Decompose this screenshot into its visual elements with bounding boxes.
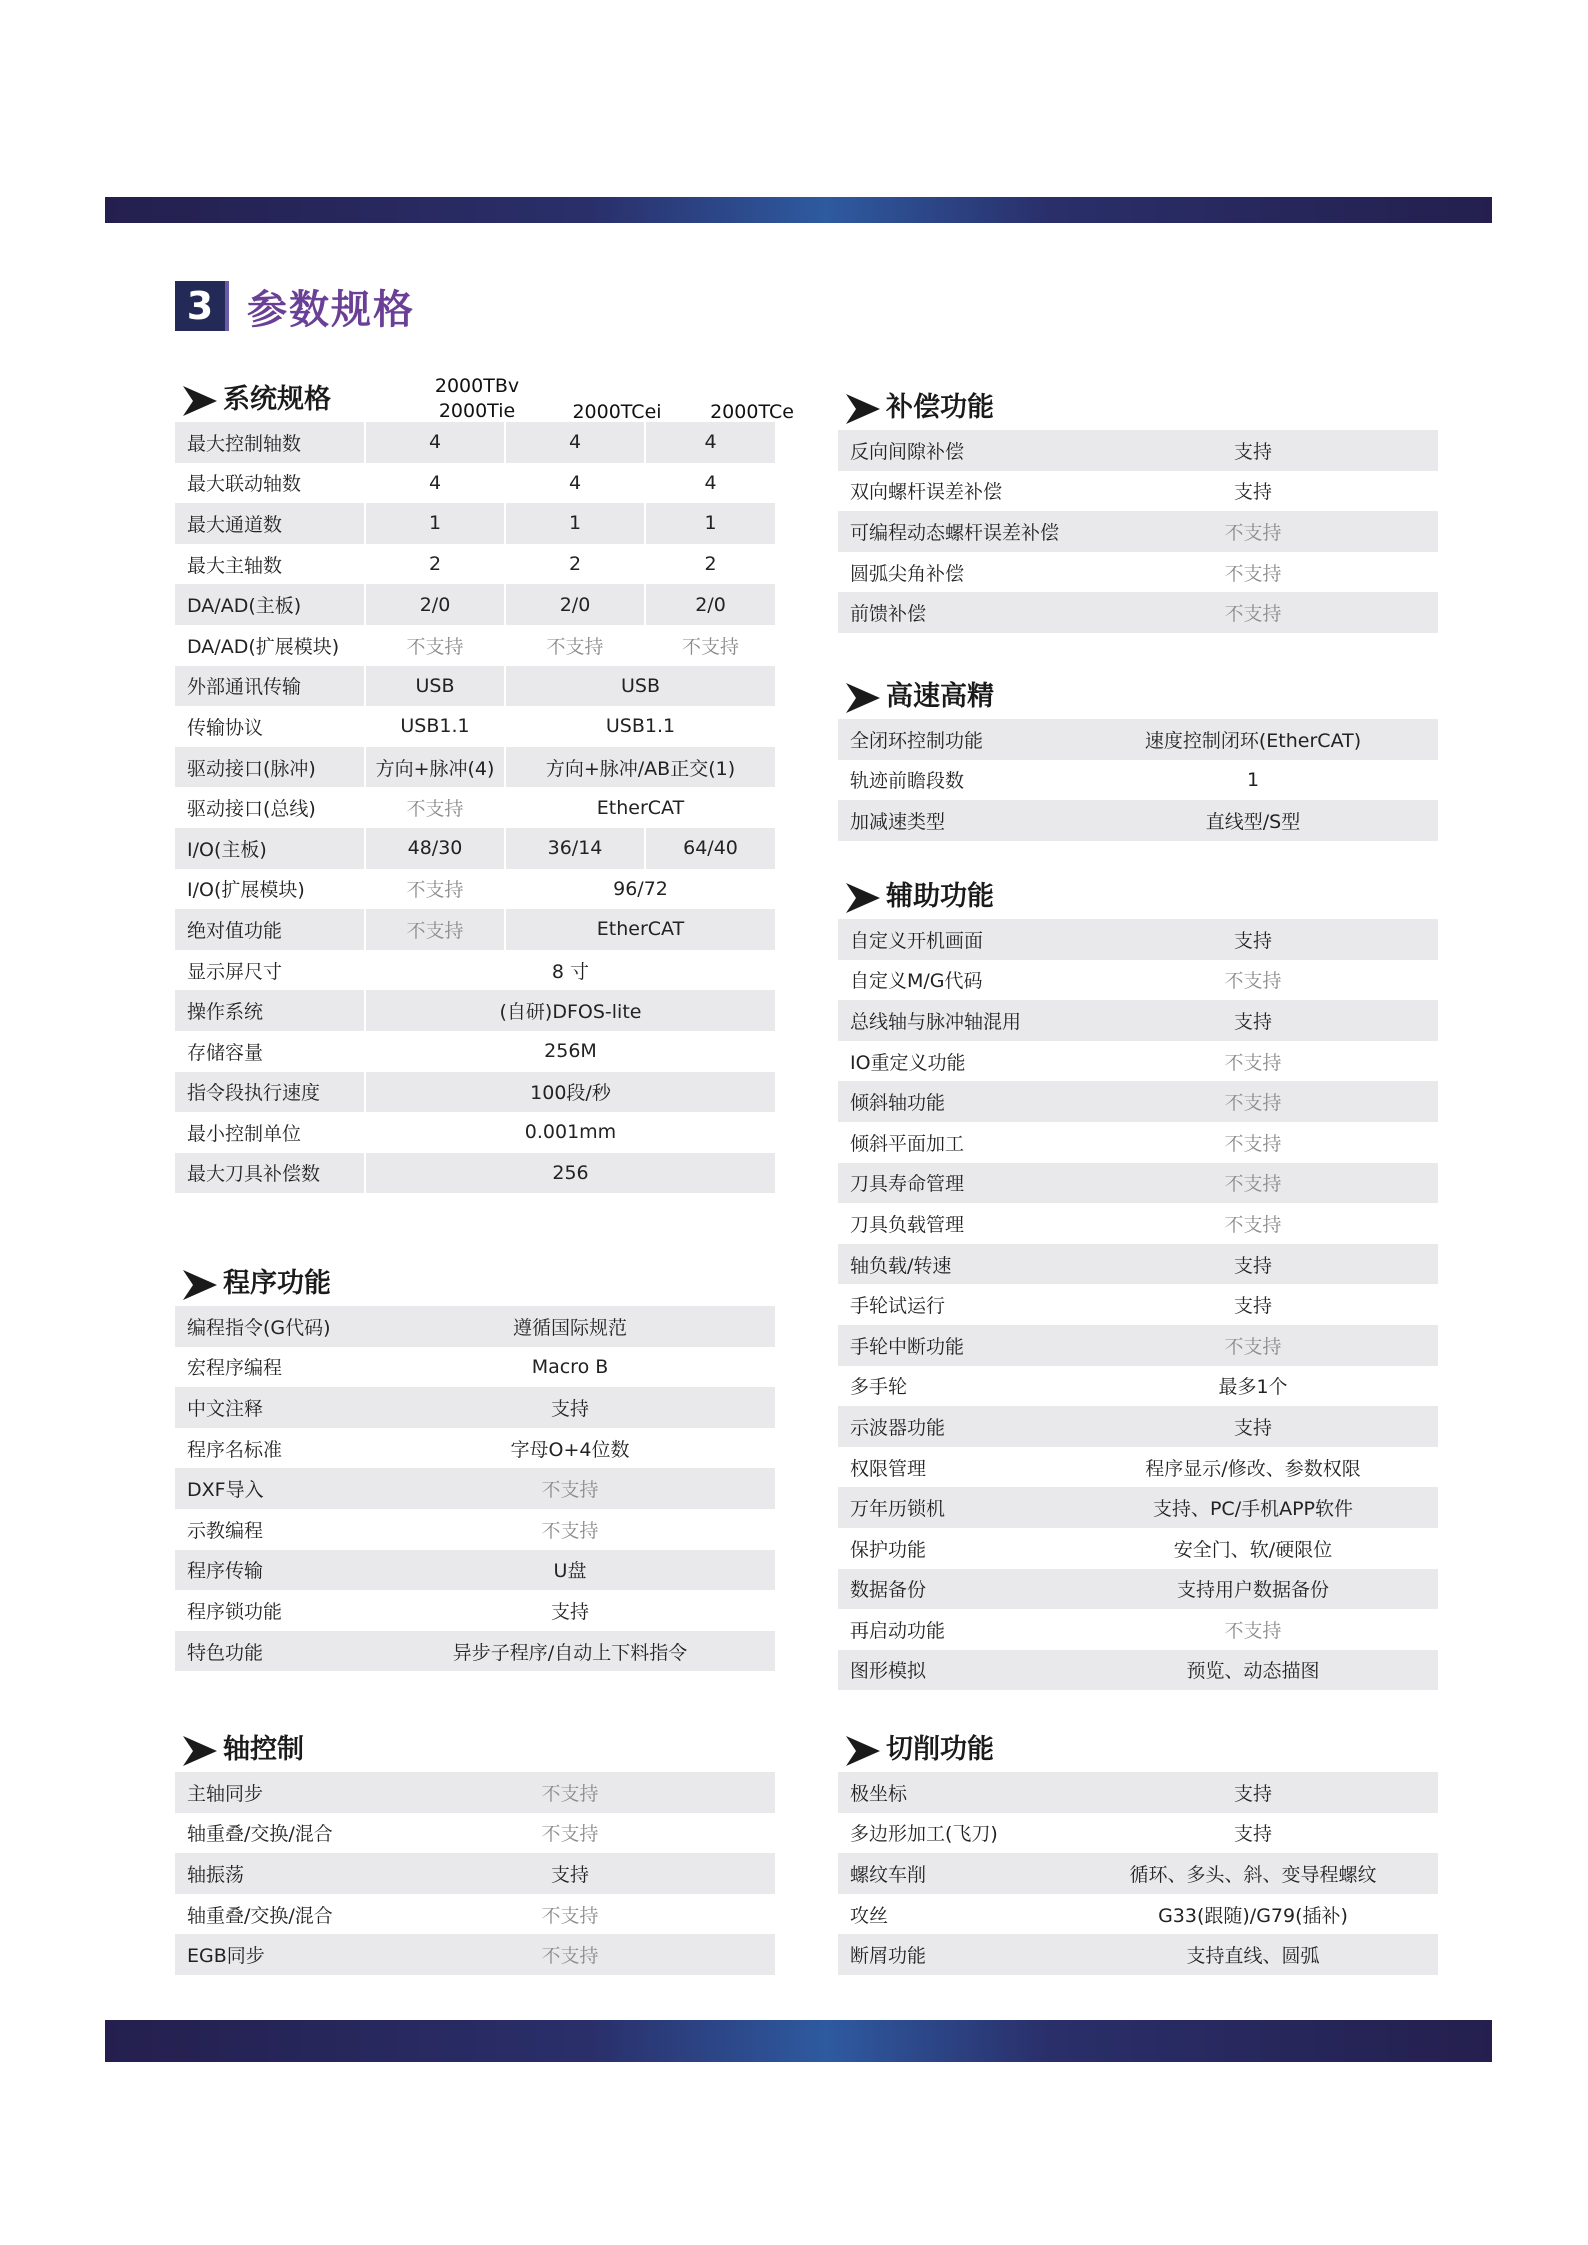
arrow-right-icon	[844, 1732, 882, 1770]
axis-control-table	[175, 1772, 775, 1975]
row-value: 遵循国际规范	[365, 1306, 775, 1347]
row-value: 4	[365, 463, 505, 504]
table-row	[175, 503, 775, 544]
row-value: 48/30	[365, 828, 505, 869]
row-label: 最大通道数	[175, 503, 365, 544]
row-label: 程序传输	[175, 1550, 365, 1591]
table-row	[175, 787, 775, 828]
bottom-banner-bar	[105, 2020, 1492, 2062]
arrow-right-icon	[844, 390, 882, 428]
table-row	[175, 1347, 775, 1388]
row-value: 0.001mm	[365, 1112, 775, 1153]
row-value: 支持直线、圆弧	[1068, 1934, 1438, 1975]
row-value: 不支持	[365, 1468, 775, 1509]
row-value: 不支持	[1068, 1325, 1438, 1366]
row-label: 传输协议	[175, 706, 365, 747]
table-row	[175, 584, 775, 625]
row-value: 支持	[365, 1387, 775, 1428]
axis-control-header	[175, 1728, 775, 1772]
table-row	[838, 1934, 1438, 1975]
table-row	[838, 1894, 1438, 1935]
arrow-right-icon	[844, 679, 882, 717]
col-header-line1: 2000TBv	[434, 375, 520, 397]
axis-control-block	[175, 1728, 775, 1975]
row-value: 不支持	[365, 787, 505, 828]
row-value: 支持	[1068, 471, 1438, 512]
row-value: 不支持	[365, 869, 505, 910]
arrow-right-icon	[181, 1732, 219, 1770]
row-value: 支持	[1068, 430, 1438, 471]
row-value: 2/0	[365, 584, 505, 625]
arrow-right-icon	[844, 879, 882, 917]
row-value: 支持	[1068, 1244, 1438, 1285]
row-label: 螺纹车削	[838, 1853, 1068, 1894]
table-row	[838, 1772, 1438, 1813]
row-value: 不支持	[365, 1509, 775, 1550]
row-label: 手轮试运行	[838, 1284, 1068, 1325]
row-label: I/O(主板)	[175, 828, 365, 869]
table-row	[838, 1284, 1438, 1325]
row-value: 异步子程序/自动上下料指令	[365, 1631, 775, 1672]
table-row	[175, 1031, 775, 1072]
row-value: EtherCAT	[505, 909, 775, 950]
table-row	[175, 1631, 775, 1672]
row-label: 总线轴与脉冲轴混用	[838, 1000, 1068, 1041]
table-row	[838, 1122, 1438, 1163]
row-value: 支持	[1068, 1772, 1438, 1813]
axis-control-title: 轴控制	[223, 1734, 304, 1765]
section-heading	[175, 280, 415, 332]
table-row	[175, 869, 775, 910]
arrow-right-icon	[181, 382, 219, 420]
table-row	[838, 1041, 1438, 1082]
table-row	[175, 990, 775, 1031]
row-value: 8 寸	[365, 950, 775, 991]
row-label: 最大联动轴数	[175, 463, 365, 504]
row-value: 安全门、软/硬限位	[1068, 1528, 1438, 1569]
row-label: 多手轮	[838, 1366, 1068, 1407]
row-value: 速度控制闭环(EtherCAT)	[1068, 719, 1438, 760]
table-row	[175, 706, 775, 747]
row-value: 支持	[1068, 1406, 1438, 1447]
table-row	[175, 1550, 775, 1591]
row-value: 不支持	[365, 1772, 775, 1813]
row-label: 宏程序编程	[175, 1347, 365, 1388]
row-label: 驱动接口(脉冲)	[175, 747, 365, 788]
row-label: 倾斜轴功能	[838, 1081, 1068, 1122]
table-row	[175, 1428, 775, 1469]
table-row	[175, 544, 775, 585]
table-row	[838, 1447, 1438, 1488]
row-value: 不支持	[1068, 1122, 1438, 1163]
row-label: 极坐标	[838, 1772, 1068, 1813]
row-value: 程序显示/修改、参数权限	[1068, 1447, 1438, 1488]
row-value: 1	[1068, 760, 1438, 801]
row-label: 轴负载/转速	[838, 1244, 1068, 1285]
row-value: 支持	[365, 1590, 775, 1631]
auxiliary-table	[838, 919, 1438, 1690]
table-row	[175, 1772, 775, 1813]
row-label: 外部通讯传输	[175, 666, 365, 707]
row-value: 支持	[1068, 1813, 1438, 1854]
high-speed-title: 高速高精	[886, 681, 994, 712]
row-value: 方向+脉冲(4)	[365, 747, 505, 788]
row-value: 不支持	[645, 625, 775, 666]
table-row	[838, 511, 1438, 552]
system-spec-title: 系统规格	[223, 384, 331, 415]
table-row	[838, 1325, 1438, 1366]
row-label: 自定义开机画面	[838, 919, 1068, 960]
row-value: 2	[645, 544, 775, 585]
table-row	[175, 1306, 775, 1347]
table-row	[838, 430, 1438, 471]
row-label: DXF导入	[175, 1468, 365, 1509]
row-value: USB1.1	[365, 706, 505, 747]
row-label: 多边形加工(飞刀)	[838, 1813, 1068, 1854]
table-row	[175, 909, 775, 950]
table-row	[838, 1569, 1438, 1610]
row-label: 数据备份	[838, 1569, 1068, 1610]
row-value: 1	[645, 503, 775, 544]
row-value: 不支持	[365, 1813, 775, 1854]
row-label: 显示屏尺寸	[175, 950, 365, 991]
table-row	[838, 960, 1438, 1001]
row-label: 权限管理	[838, 1447, 1068, 1488]
row-value: 不支持	[1068, 1203, 1438, 1244]
col-header-2000tcei: 2000TCei	[572, 401, 662, 423]
auxiliary-title: 辅助功能	[886, 881, 994, 912]
auxiliary-header	[838, 875, 1438, 919]
table-row	[838, 1609, 1438, 1650]
table-row	[175, 463, 775, 504]
row-label: 万年历锁机	[838, 1487, 1068, 1528]
row-label: 中文注释	[175, 1387, 365, 1428]
system-spec-table	[175, 422, 775, 1193]
row-value: 不支持	[1068, 1609, 1438, 1650]
table-row	[175, 747, 775, 788]
table-row	[175, 1894, 775, 1935]
cutting-table	[838, 1772, 1438, 1975]
row-value: 1	[505, 503, 645, 544]
row-value: EtherCAT	[505, 787, 775, 828]
row-value: 支持、PC/手机APP软件	[1068, 1487, 1438, 1528]
auxiliary-block	[838, 875, 1438, 1690]
row-label: 操作系统	[175, 990, 365, 1031]
table-row	[175, 1509, 775, 1550]
row-value: 不支持	[1068, 960, 1438, 1001]
compensation-header	[838, 386, 1438, 430]
row-value: 不支持	[365, 1934, 775, 1975]
col-header-2000tce: 2000TCe	[710, 401, 794, 423]
row-value: 96/72	[505, 869, 775, 910]
row-value: 字母O+4位数	[365, 1428, 775, 1469]
row-label: 刀具负载管理	[838, 1203, 1068, 1244]
table-row	[838, 719, 1438, 760]
row-value: 支持用户数据备份	[1068, 1569, 1438, 1610]
table-row	[838, 592, 1438, 633]
col-header-line2: 2000Tie	[438, 400, 516, 422]
compensation-title: 补偿功能	[886, 392, 994, 423]
row-label: 最大控制轴数	[175, 422, 365, 463]
row-label: 程序锁功能	[175, 1590, 365, 1631]
row-value: 不支持	[1068, 592, 1438, 633]
program-function-title: 程序功能	[223, 1268, 331, 1299]
row-value: 支持	[1068, 1284, 1438, 1325]
row-label: 轴重叠/交换/混合	[175, 1894, 365, 1935]
row-value: 2/0	[505, 584, 645, 625]
row-value: 不支持	[1068, 1163, 1438, 1204]
program-function-table	[175, 1306, 775, 1671]
row-label: 绝对值功能	[175, 909, 365, 950]
row-label: 自定义M/G代码	[838, 960, 1068, 1001]
row-label: 前馈补偿	[838, 592, 1068, 633]
table-row	[838, 471, 1438, 512]
table-row	[175, 1153, 775, 1194]
row-label: 示教编程	[175, 1509, 365, 1550]
row-value: 最多1个	[1068, 1366, 1438, 1407]
row-label: 保护功能	[838, 1528, 1068, 1569]
row-label: 存储容量	[175, 1031, 365, 1072]
row-value: 不支持	[1068, 1041, 1438, 1082]
table-row	[175, 625, 775, 666]
table-row	[838, 1163, 1438, 1204]
table-row	[838, 1650, 1438, 1691]
row-value: (自研)DFOS-lite	[365, 990, 775, 1031]
row-value: 4	[505, 422, 645, 463]
row-value: 支持	[1068, 919, 1438, 960]
col-header-2000tbv	[407, 374, 547, 424]
cutting-title: 切削功能	[886, 1734, 994, 1765]
row-label: 全闭环控制功能	[838, 719, 1068, 760]
row-label: 断屑功能	[838, 1934, 1068, 1975]
row-label: 驱动接口(总线)	[175, 787, 365, 828]
table-row	[175, 1853, 775, 1894]
row-value: 不支持	[505, 625, 645, 666]
row-value: 不支持	[365, 1894, 775, 1935]
row-value: 直线型/S型	[1068, 800, 1438, 841]
row-label: 加减速类型	[838, 800, 1068, 841]
row-label: EGB同步	[175, 1934, 365, 1975]
row-value: 2	[365, 544, 505, 585]
table-row	[175, 1387, 775, 1428]
row-value: 256	[365, 1153, 775, 1194]
system-spec-block	[175, 375, 794, 1193]
row-label: 编程指令(G代码)	[175, 1306, 365, 1347]
row-label: 再启动功能	[838, 1609, 1068, 1650]
table-row	[175, 1112, 775, 1153]
row-value: 不支持	[1068, 552, 1438, 593]
program-function-block	[175, 1262, 775, 1671]
row-value: 支持	[1068, 1000, 1438, 1041]
row-value: 不支持	[365, 909, 505, 950]
table-row	[838, 1366, 1438, 1407]
row-label: IO重定义功能	[838, 1041, 1068, 1082]
table-row	[175, 1072, 775, 1113]
table-row	[175, 1468, 775, 1509]
row-value: 256M	[365, 1031, 775, 1072]
compensation-table	[838, 430, 1438, 633]
row-label: 指令段执行速度	[175, 1072, 365, 1113]
row-label: 示波器功能	[838, 1406, 1068, 1447]
row-label: 双向螺杆误差补偿	[838, 471, 1068, 512]
table-row	[838, 1813, 1438, 1854]
table-row	[175, 1813, 775, 1854]
row-value: USB	[505, 666, 775, 707]
row-value: 预览、动态描图	[1068, 1650, 1438, 1691]
row-value: 方向+脉冲/AB正交(1)	[505, 747, 775, 788]
row-value: U盘	[365, 1550, 775, 1591]
compensation-block	[838, 386, 1438, 633]
row-label: DA/AD(主板)	[175, 584, 365, 625]
row-label: 刀具寿命管理	[838, 1163, 1068, 1204]
row-value: G33(跟随)/G79(插补)	[1068, 1894, 1438, 1935]
row-value: 100段/秒	[365, 1072, 775, 1113]
row-label: 轴重叠/交换/混合	[175, 1813, 365, 1854]
row-value: 不支持	[365, 625, 505, 666]
row-value: 4	[645, 463, 775, 504]
row-value: 不支持	[1068, 511, 1438, 552]
section-title: 参数规格	[247, 286, 415, 333]
row-value: 2/0	[645, 584, 775, 625]
table-row	[175, 950, 775, 991]
row-value: 64/40	[645, 828, 775, 869]
cutting-block	[838, 1728, 1438, 1975]
top-banner-bar	[105, 197, 1492, 223]
high-speed-table	[838, 719, 1438, 841]
table-row	[175, 1590, 775, 1631]
table-row	[838, 800, 1438, 841]
row-label: 主轴同步	[175, 1772, 365, 1813]
row-value: 2	[505, 544, 645, 585]
row-label: 反向间隙补偿	[838, 430, 1068, 471]
row-label: 手轮中断功能	[838, 1325, 1068, 1366]
row-value: 36/14	[505, 828, 645, 869]
program-function-header	[175, 1262, 775, 1306]
row-value: 4	[365, 422, 505, 463]
table-row	[838, 1203, 1438, 1244]
section-number: 3	[175, 281, 225, 331]
table-row	[175, 828, 775, 869]
row-value: Macro B	[365, 1347, 775, 1388]
row-value: 4	[505, 463, 645, 504]
row-label: DA/AD(扩展模块)	[175, 625, 365, 666]
row-value: USB1.1	[505, 706, 775, 747]
table-row	[838, 919, 1438, 960]
row-value: 循环、多头、斜、变导程螺纹	[1068, 1853, 1438, 1894]
row-label: 图形模拟	[838, 1650, 1068, 1691]
table-row	[838, 1406, 1438, 1447]
row-label: 最大刀具补偿数	[175, 1153, 365, 1194]
high-speed-block	[838, 675, 1438, 841]
row-label: I/O(扩展模块)	[175, 869, 365, 910]
table-row	[838, 1000, 1438, 1041]
table-row	[838, 1244, 1438, 1285]
row-label: 轴振荡	[175, 1853, 365, 1894]
row-value: 4	[645, 422, 775, 463]
table-row	[175, 666, 775, 707]
row-label: 最小控制单位	[175, 1112, 365, 1153]
row-label: 程序名标准	[175, 1428, 365, 1469]
table-row	[175, 422, 775, 463]
row-label: 圆弧尖角补偿	[838, 552, 1068, 593]
arrow-right-icon	[181, 1266, 219, 1304]
table-row	[838, 1853, 1438, 1894]
table-row	[838, 1487, 1438, 1528]
cutting-header	[838, 1728, 1438, 1772]
table-row	[175, 1934, 775, 1975]
row-value: 不支持	[1068, 1081, 1438, 1122]
row-label: 最大主轴数	[175, 544, 365, 585]
table-row	[838, 552, 1438, 593]
row-value: USB	[365, 666, 505, 707]
high-speed-header	[838, 675, 1438, 719]
row-label: 可编程动态螺杆误差补偿	[838, 511, 1068, 552]
row-label: 攻丝	[838, 1894, 1068, 1935]
table-row	[838, 1081, 1438, 1122]
table-row	[838, 760, 1438, 801]
row-label: 轨迹前瞻段数	[838, 760, 1068, 801]
row-label: 倾斜平面加工	[838, 1122, 1068, 1163]
table-row	[838, 1528, 1438, 1569]
row-value: 支持	[365, 1853, 775, 1894]
row-value: 1	[365, 503, 505, 544]
row-label: 特色功能	[175, 1631, 365, 1672]
